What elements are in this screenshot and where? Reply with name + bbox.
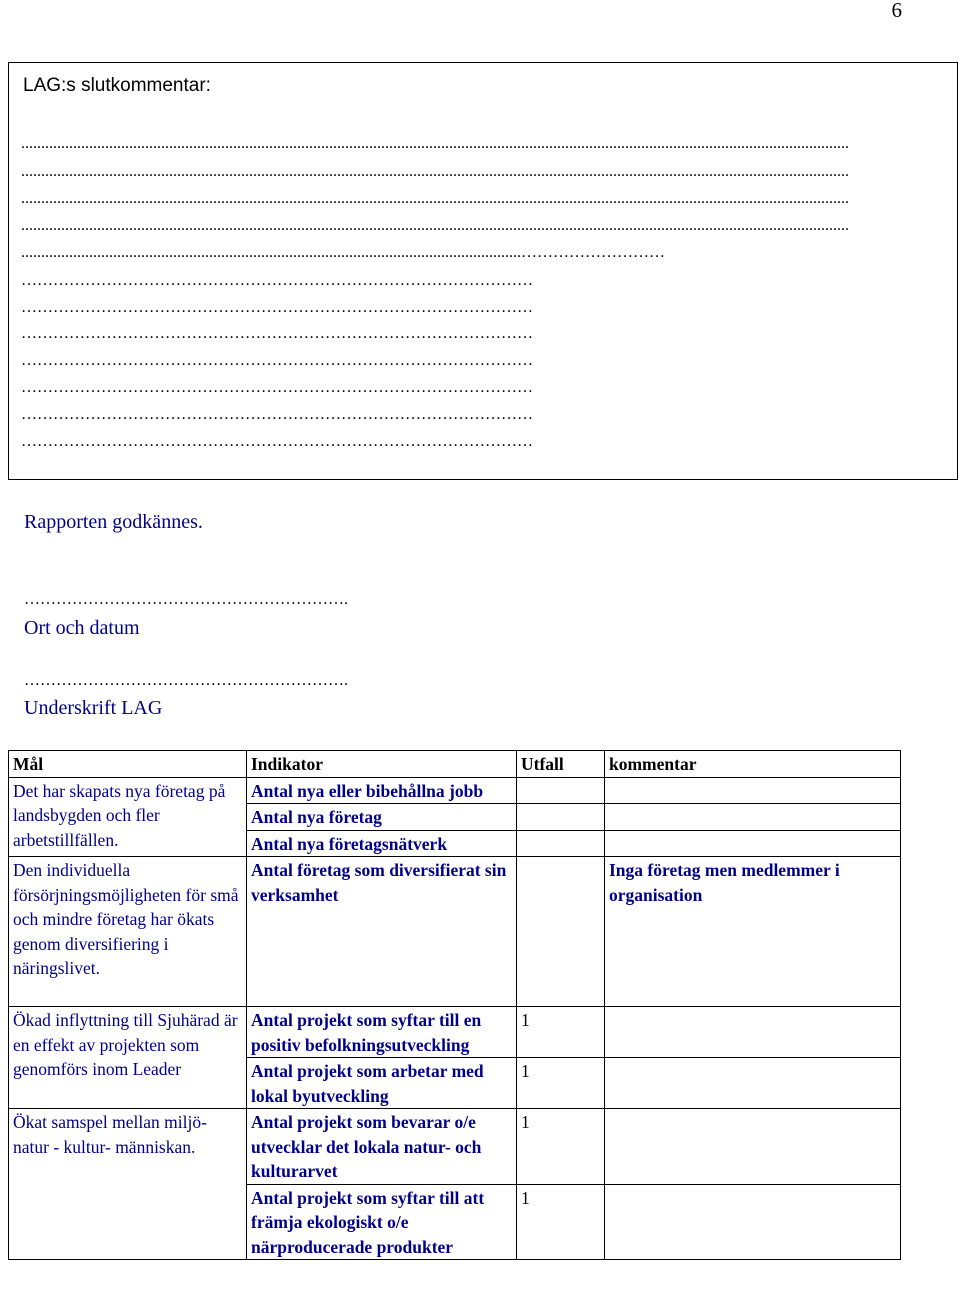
outcome-cell: 1 <box>517 1184 605 1260</box>
comment-cell <box>605 1007 901 1058</box>
table-row <box>9 777 901 804</box>
indicator-cell: Antal projekt som syftar till en positiv befolkningsutveckling <box>247 1007 517 1058</box>
comment-cell <box>605 777 901 804</box>
outcome-cell: 1 <box>517 1109 605 1185</box>
outcome-cell <box>517 777 605 804</box>
signature-label: Underskrift LAG <box>24 697 163 719</box>
page-number: 6 <box>891 0 902 22</box>
comment-line: …………………………………………………………………………………… <box>21 352 533 369</box>
header-outcome: Utfall <box>517 751 605 778</box>
goals-table <box>8 750 901 1260</box>
comment-cell <box>605 1184 901 1260</box>
comment-line: …………………………………………………………………………………… <box>21 299 533 316</box>
goal-new-businesses: Det har skapats nya företag på landsbygden och fler arbetstillfällen. <box>9 777 247 857</box>
header-goal: Mål <box>9 751 247 778</box>
indicator-cell: Antal nya företagsnätverk <box>247 830 517 857</box>
table-row <box>9 1007 901 1058</box>
header-indicator: Indikator <box>247 751 517 778</box>
comment-line: …………………………………………………………………………………… <box>21 406 533 423</box>
indicator-cell: Antal projekt som bevarar o/e utvecklar det lokala natur- och kulturarvet <box>247 1109 517 1185</box>
final-comment-box <box>8 62 958 480</box>
goal-migration: Ökad inflyttning till Sjuhärad är en effekt av projekten som genomförs inom Leader <box>9 1007 247 1109</box>
comment-line: .............................................................................................................................……………………… <box>21 244 665 261</box>
outcome-cell: 1 <box>517 1058 605 1109</box>
comment-line: …………………………………………………………………………………… <box>21 272 533 289</box>
place-date-dots: ……………………………………………………. <box>24 591 348 608</box>
outcome-cell: 1 <box>517 1007 605 1058</box>
goal-interaction: Ökat samspel mellan miljö- natur - kultur- människan. <box>9 1109 247 1260</box>
table-header-row <box>9 751 901 778</box>
signature-dots: ……………………………………………………. <box>24 672 348 689</box>
table-row <box>9 1109 901 1185</box>
indicator-cell: Antal nya eller bibehållna jobb <box>247 777 517 804</box>
indicator-cell: Antal nya företag <box>247 804 517 831</box>
comment-line: ............................................................................................................................................................................................................... <box>21 190 849 207</box>
outcome-cell <box>517 830 605 857</box>
comment-line: …………………………………………………………………………………… <box>21 379 533 396</box>
comment-cell <box>605 1058 901 1109</box>
goal-diversification: Den individuella försörjningsmöjligheten för små och mindre företag har ökats genom diversifiering i näringslivet. <box>9 857 247 1007</box>
comment-line: ............................................................................................................................................................................................................... <box>21 163 849 180</box>
comment-cell <box>605 830 901 857</box>
comment-cell <box>605 1109 901 1185</box>
comment-line: …………………………………………………………………………………… <box>21 433 533 450</box>
comment-line: …………………………………………………………………………………… <box>21 325 533 342</box>
table-row <box>9 857 901 1007</box>
indicator-cell: Antal företag som diversifierat sin verksamhet <box>247 857 517 1007</box>
approval-text: Rapporten godkännes. <box>24 511 203 533</box>
comment-line: ............................................................................................................................................................................................................... <box>21 217 849 234</box>
outcome-cell <box>517 804 605 831</box>
header-comment: kommentar <box>605 751 901 778</box>
indicator-cell: Antal projekt som syftar till att främja ekologiskt o/e närproducerade produkter <box>247 1184 517 1260</box>
indicator-cell: Antal projekt som arbetar med lokal byutveckling <box>247 1058 517 1109</box>
comment-line: ............................................................................................................................................................................................................... <box>21 135 849 152</box>
place-date-label: Ort och datum <box>24 617 140 639</box>
comment-cell <box>605 804 901 831</box>
comment-cell: Inga företag men medlemmer i organisation <box>605 857 901 1007</box>
comment-title: LAG:s slutkommentar: <box>23 75 211 96</box>
outcome-cell <box>517 857 605 1007</box>
